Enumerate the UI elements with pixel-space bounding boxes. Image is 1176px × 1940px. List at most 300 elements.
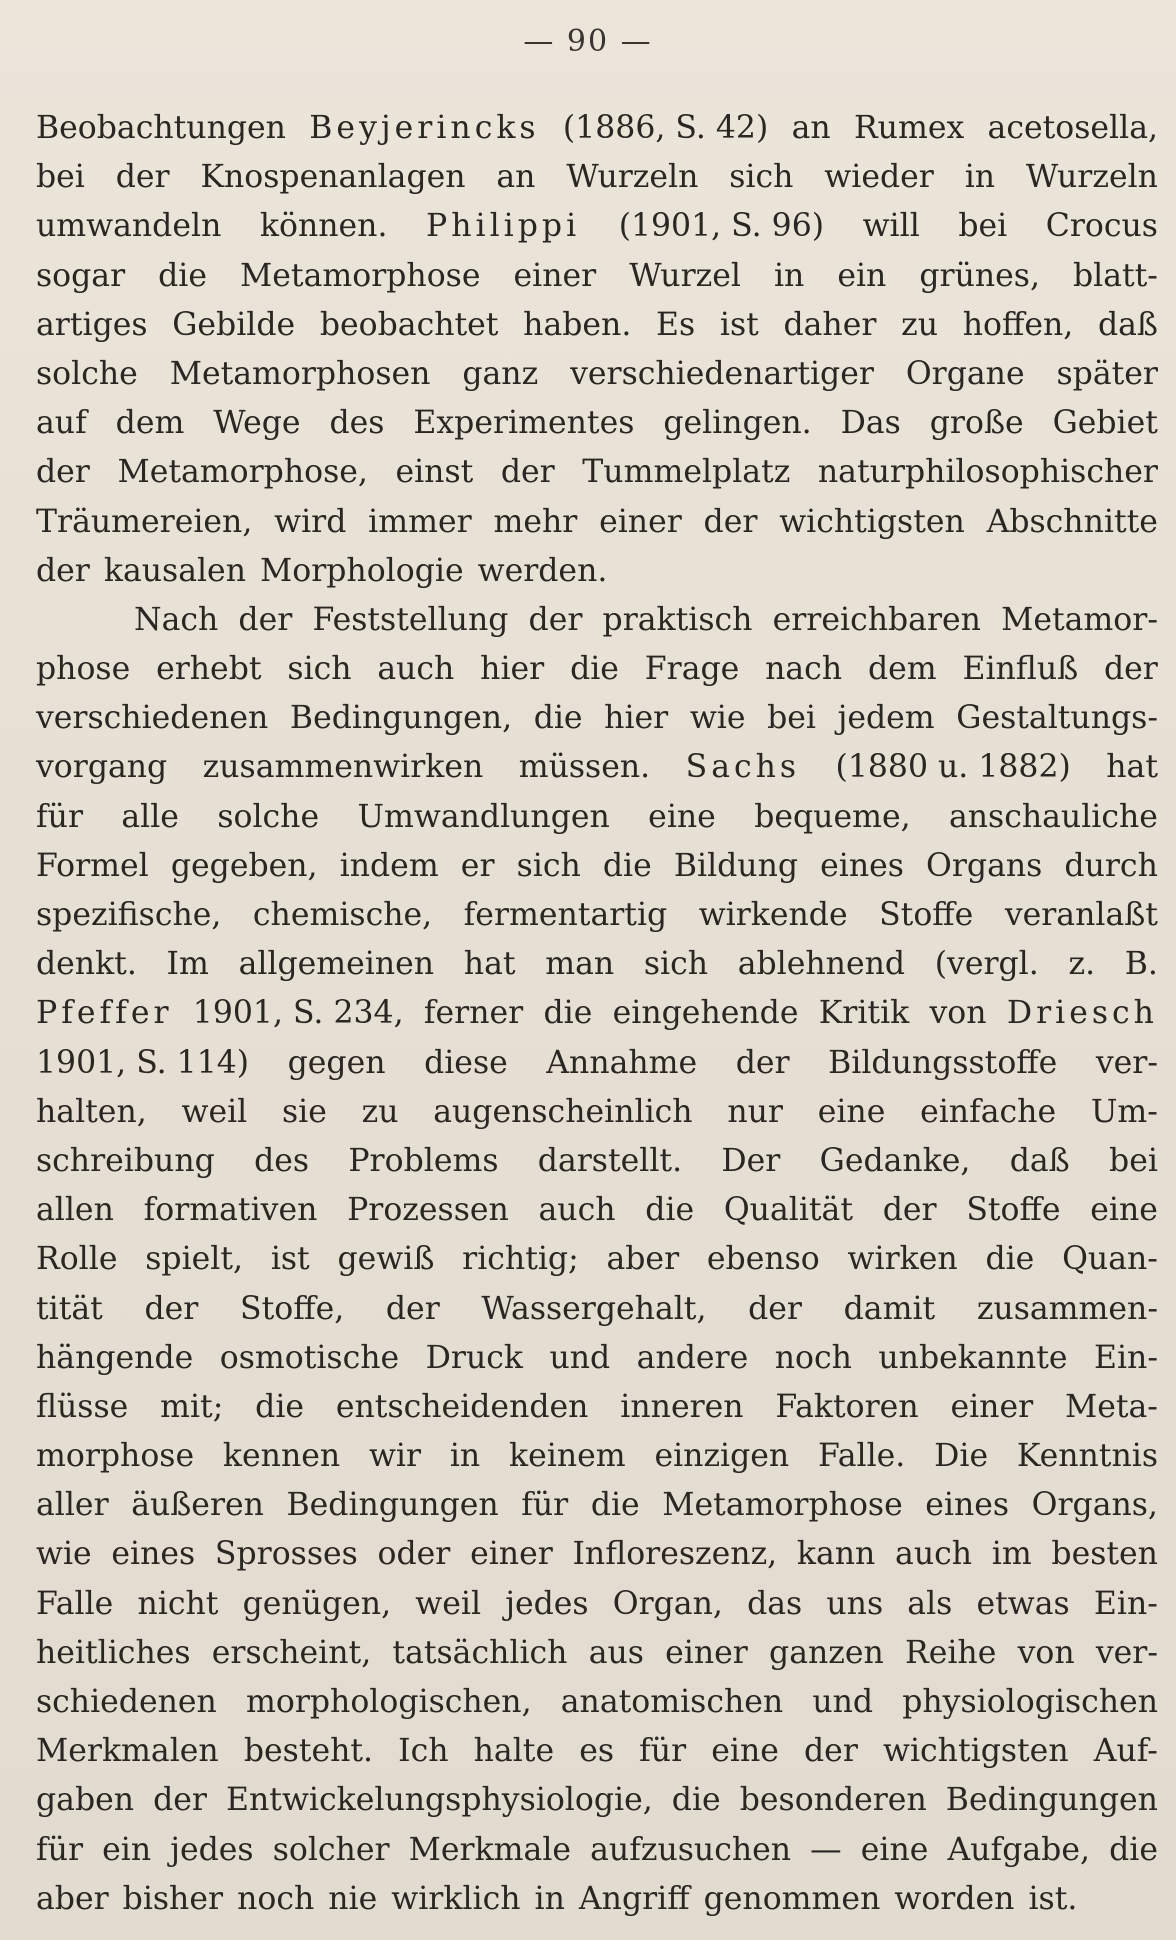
word: besonderen [739, 1782, 927, 1819]
word: 1901, S. 114) [36, 1044, 250, 1081]
word: der [153, 1782, 207, 1819]
word: denkt. [36, 946, 137, 983]
word: Falle. [818, 1438, 906, 1475]
word: osmotische [219, 1339, 400, 1376]
text-line [36, 1629, 1158, 1678]
text-line [36, 1137, 1158, 1186]
word: Prozessen [347, 1192, 509, 1229]
word: B. [1124, 946, 1158, 983]
word: eine [817, 1093, 886, 1130]
word: allen [36, 1192, 114, 1229]
word: die [602, 847, 652, 884]
word: des [254, 1142, 310, 1179]
word: eines [820, 847, 904, 884]
text-line [36, 1432, 1158, 1481]
text-line [36, 1826, 1158, 1875]
word: Formel [36, 847, 149, 884]
word: nicht [137, 1585, 219, 1622]
word: auf [36, 405, 87, 442]
word: einer [513, 257, 597, 294]
word: Gedanke, [819, 1142, 971, 1179]
word: gewiß [337, 1241, 435, 1278]
word: daher [783, 306, 877, 343]
word: Rolle [36, 1241, 118, 1278]
word: Crocus [1045, 208, 1158, 245]
word: der [385, 1290, 440, 1327]
word: allgemeinen [238, 946, 435, 983]
word: Knospenanlagen [200, 159, 466, 196]
text-line [36, 399, 1158, 448]
word: Wurzel [629, 257, 741, 294]
word: Gestaltungs- [956, 700, 1158, 737]
word: fermentartig [463, 897, 668, 933]
word: Organs, [1031, 1487, 1158, 1524]
word: von [929, 995, 987, 1032]
word: aber [606, 1241, 680, 1278]
text-line [36, 891, 1158, 940]
word: eines [111, 1536, 196, 1573]
word: sich [643, 946, 709, 983]
word: schreibung [36, 1142, 215, 1179]
word: eingehende [612, 995, 799, 1032]
word: die [543, 995, 593, 1032]
text-line [36, 1383, 1158, 1432]
word: artiges [36, 306, 148, 343]
text-line [36, 1334, 1158, 1383]
word: der [748, 1290, 802, 1327]
text-line [36, 547, 1158, 596]
word: anschauliche [948, 798, 1158, 835]
word: Faktoren [775, 1388, 919, 1425]
text-line [36, 1727, 1158, 1776]
word: Ich [398, 1733, 449, 1770]
word: zusammen- [976, 1290, 1158, 1327]
word: Gebiet [1052, 405, 1158, 442]
word: noch [237, 1880, 315, 1917]
word: zu [901, 306, 938, 343]
word: diese [424, 1044, 508, 1081]
word: bei [958, 208, 1008, 245]
word: Abschnitte [986, 503, 1158, 540]
word: Sprosses [214, 1536, 358, 1573]
word: darstellt. [537, 1142, 683, 1179]
word: ferner [423, 995, 524, 1032]
word: z. [1068, 946, 1096, 983]
word: Bildung [673, 847, 799, 884]
word: man [545, 946, 615, 983]
word: wie [36, 1536, 92, 1573]
word: auch [377, 651, 455, 688]
word: der [36, 454, 90, 491]
word: Ein- [1093, 1585, 1158, 1622]
word: werden. [477, 552, 608, 589]
text-line [36, 498, 1158, 547]
word: auch [895, 1536, 973, 1573]
word: in [449, 1438, 481, 1475]
word: bei [36, 159, 85, 196]
word: zusammenwirken [202, 749, 484, 786]
word: genügen, [242, 1585, 392, 1622]
word: der [528, 601, 583, 638]
word: hat [1106, 749, 1158, 786]
text-line [36, 1088, 1158, 1137]
word: hoffen, [962, 306, 1074, 343]
text-line [36, 202, 1158, 251]
word: müssen. [518, 749, 651, 786]
word: kann [796, 1536, 876, 1573]
word: die [255, 1388, 305, 1425]
word: ablehnend [737, 946, 906, 983]
word: dem [115, 405, 185, 442]
word: Bedingungen [286, 1487, 499, 1524]
word: eine [711, 1733, 779, 1770]
word: erhebt [156, 651, 262, 688]
word: Merkmale [408, 1831, 572, 1868]
word: Infloreszenz, [572, 1536, 778, 1573]
word: Wassergehalt, [481, 1290, 707, 1327]
word: eines [925, 1487, 1010, 1524]
word: die [590, 1487, 640, 1524]
word: mit; [160, 1388, 224, 1425]
word: wirken [847, 1241, 958, 1278]
word: nur [727, 1093, 783, 1130]
word: unbekannte [878, 1339, 1068, 1376]
word: Beyjerincks [309, 110, 540, 146]
text-line [36, 596, 1158, 645]
word: uns [826, 1585, 884, 1622]
word: sich [287, 651, 352, 688]
word: die [570, 651, 619, 688]
text-line [36, 252, 1158, 301]
word: einer [665, 1634, 748, 1671]
word: spezifische, [36, 897, 222, 933]
word: weil [415, 1585, 482, 1622]
word: haben. [523, 306, 632, 343]
text-line [36, 793, 1158, 842]
word: der [500, 454, 555, 491]
word: mehr [493, 503, 578, 540]
word: hat [463, 946, 516, 983]
word: einer [950, 1388, 1034, 1425]
word: ver- [1095, 1044, 1158, 1081]
word: gaben [36, 1782, 135, 1819]
word: Pfeffer [36, 995, 173, 1032]
word: aller [36, 1487, 109, 1524]
word: Metamorphose [240, 257, 481, 294]
word: Experimentes [413, 405, 635, 442]
word: Wurzeln [566, 159, 699, 196]
word: verschiedenen [36, 700, 269, 737]
word: hier [480, 651, 545, 688]
word: auch [538, 1192, 616, 1229]
word: Bildungsstoffe [828, 1044, 1058, 1081]
word: (1886, S. 42) [562, 110, 769, 146]
word: eine [648, 798, 716, 835]
word: worden [894, 1880, 1015, 1917]
word: der [238, 601, 293, 638]
word: physiologischen [902, 1684, 1158, 1720]
word: sie [281, 1093, 327, 1130]
word: ist. [1028, 1880, 1078, 1917]
word: Qualität [723, 1192, 853, 1229]
word: aufzusuchen [590, 1831, 792, 1868]
word: ein [837, 257, 887, 294]
text-line [36, 153, 1158, 202]
word: Metamorphose [662, 1487, 903, 1524]
word: an [791, 110, 831, 146]
word: ist [270, 1241, 310, 1278]
word: für [639, 1733, 687, 1770]
text-line [36, 694, 1158, 743]
word: Aufgabe, [947, 1831, 1090, 1868]
word: entscheidenden [335, 1388, 589, 1425]
page-number: — 90 — [523, 24, 653, 59]
text-line [36, 1285, 1158, 1334]
text-line [36, 1039, 1158, 1088]
word: des [329, 405, 385, 442]
word: der [36, 552, 90, 589]
word: Rumex [853, 110, 965, 146]
word: Kenntnis [1016, 1438, 1158, 1475]
word: veranlaßt [1004, 897, 1158, 933]
word: Organs [926, 847, 1043, 884]
word: Metamorphose, [117, 454, 368, 491]
text-line [36, 1530, 1158, 1579]
text-line [36, 1481, 1158, 1530]
word: das [747, 1585, 803, 1622]
word: bequeme, [754, 798, 911, 835]
word: nach [765, 651, 843, 688]
word: Träumereien, [36, 503, 253, 540]
word: ein [102, 1831, 152, 1868]
word: Philippi [426, 208, 581, 245]
word: die [645, 1192, 695, 1229]
word: die [158, 257, 208, 294]
word: chemische, [252, 897, 433, 933]
word: Der [721, 1142, 781, 1179]
word: morphologischen, [245, 1684, 532, 1720]
text-line [36, 842, 1158, 891]
word: für [36, 798, 84, 835]
word: wirklich [391, 1880, 521, 1917]
word: Angriff [578, 1880, 690, 1917]
word: heitliches [36, 1634, 191, 1671]
word: alle [121, 798, 179, 835]
word: formativen [143, 1192, 318, 1229]
word: und [812, 1684, 874, 1720]
word: Nach [134, 601, 219, 638]
word: tatsächlich [392, 1634, 568, 1671]
word: Problems [348, 1142, 499, 1179]
word: praktisch [602, 601, 753, 638]
word: immer [368, 503, 472, 540]
word: Stoffe, [240, 1290, 345, 1327]
word: ver- [1095, 1634, 1158, 1671]
word: wie [689, 700, 746, 737]
word: einer [470, 1536, 553, 1573]
word: besten [1051, 1536, 1158, 1573]
word: von [1017, 1634, 1075, 1671]
word: aber [36, 1880, 109, 1917]
word: Auf- [1093, 1733, 1158, 1770]
word: Morphologie [259, 552, 464, 589]
word: weil [181, 1093, 248, 1130]
word: wirkende [698, 897, 848, 933]
word: einst [395, 454, 474, 491]
word: blatt- [1072, 257, 1158, 294]
body-text [36, 104, 1158, 1924]
text-line [36, 104, 1158, 153]
word: der [115, 159, 170, 196]
word: Bedingungen [945, 1782, 1158, 1819]
word: äußeren [131, 1487, 264, 1524]
word: große [929, 405, 1024, 442]
word: Tummelplatz [582, 454, 791, 491]
word: Umwandlungen [357, 798, 610, 835]
word: Stoffe [879, 897, 974, 933]
word: gegeben, [170, 847, 318, 884]
word: hängende [36, 1339, 194, 1376]
word: ganz [462, 355, 539, 392]
word: inneren [620, 1388, 744, 1425]
word: Stoffe [966, 1192, 1061, 1229]
word: in [773, 257, 805, 294]
word: grünes, [919, 257, 1040, 294]
word: für [521, 1487, 569, 1524]
word: Ein- [1093, 1339, 1158, 1376]
word: wichtigsten [779, 503, 965, 540]
word: der [144, 1290, 199, 1327]
word: noch [774, 1339, 852, 1376]
word: Sachs [685, 749, 801, 786]
text-line [36, 743, 1158, 792]
word: in [964, 159, 996, 196]
word: sich [729, 159, 794, 196]
text-line [36, 1186, 1158, 1235]
word: phose [36, 651, 131, 688]
word: Quan- [1062, 1241, 1158, 1278]
word: Druck [425, 1339, 523, 1376]
text-line [36, 1678, 1158, 1727]
word: Wurzeln [1025, 159, 1158, 196]
word: Kritik [818, 995, 910, 1032]
text-line [36, 301, 1158, 350]
word: Reihe [905, 1634, 997, 1671]
word: keinem [509, 1438, 626, 1475]
text-line [36, 1875, 1158, 1924]
word: zu [361, 1093, 399, 1130]
word: richtig; [462, 1241, 579, 1278]
word: spielt, [145, 1241, 244, 1278]
word: bisher [122, 1880, 224, 1917]
word: sogar [36, 257, 126, 294]
word: Bedingungen, [289, 700, 513, 737]
word: Organ, [612, 1585, 723, 1622]
word: solche [217, 798, 320, 835]
word: gelingen. [663, 405, 812, 442]
word: indem [339, 847, 439, 884]
word: ganzen [769, 1634, 884, 1671]
word: Driesch [1006, 995, 1158, 1032]
word: flüsse [36, 1388, 129, 1425]
word: an [496, 159, 536, 196]
word: daß [1097, 306, 1158, 343]
word: jedes [505, 1585, 589, 1622]
word: acetosella, [987, 110, 1158, 146]
word: wir [368, 1438, 422, 1475]
word: Metamor- [1001, 601, 1158, 638]
word: besteht. [243, 1733, 374, 1770]
word: tität [36, 1290, 103, 1327]
word: Frage [644, 651, 740, 688]
word: Um- [1090, 1093, 1158, 1130]
word: daß [1009, 1142, 1070, 1179]
word: erreichbaren [772, 601, 981, 638]
word: — [810, 1831, 842, 1868]
word: Es [656, 306, 696, 343]
word: durch [1064, 847, 1158, 884]
word: die [985, 1241, 1035, 1278]
word: naturphilosophischer [817, 454, 1158, 491]
word: können. [259, 208, 388, 245]
word: Wege [213, 405, 301, 442]
word: solcher [272, 1831, 390, 1868]
word: Merkmalen [36, 1733, 219, 1770]
word: 1901, S. 234, [192, 995, 404, 1032]
word: die [671, 1782, 721, 1819]
word: jedes [170, 1831, 254, 1868]
word: Annahme [546, 1044, 698, 1081]
word: will [862, 208, 920, 245]
word: (1901, S. 96) [618, 208, 825, 245]
word: Feststellung [312, 601, 509, 638]
text-line [36, 645, 1158, 694]
word: die [533, 700, 583, 737]
word: später [1056, 355, 1158, 392]
word: Meta- [1064, 1388, 1158, 1425]
word: Das [840, 405, 901, 442]
word: morphose [36, 1438, 195, 1475]
word: und [549, 1339, 611, 1376]
word: etwas [976, 1585, 1070, 1622]
word: kausalen [103, 552, 246, 589]
word: Die [934, 1438, 989, 1475]
word: vorgang [36, 749, 168, 786]
word: umwandeln [36, 208, 222, 245]
word: (1880 u. 1882) [835, 749, 1071, 786]
word: einer [599, 503, 682, 540]
word: es [579, 1733, 615, 1770]
word: hier [604, 700, 669, 737]
word: erscheint, [211, 1634, 372, 1671]
text-line [36, 350, 1158, 399]
word: ebenso [706, 1241, 820, 1278]
text-line [36, 989, 1158, 1038]
word: der [804, 1733, 858, 1770]
word: der [703, 503, 758, 540]
word: andere [636, 1339, 749, 1376]
text-line [36, 1776, 1158, 1825]
word: nie [328, 1880, 378, 1917]
word: der [735, 1044, 790, 1081]
word: wieder [824, 159, 934, 196]
word: der [1103, 651, 1158, 688]
word: Im [166, 946, 209, 983]
text-line [36, 1235, 1158, 1284]
word: Falle [36, 1585, 114, 1622]
word: im [991, 1536, 1032, 1573]
word: als [907, 1585, 953, 1622]
